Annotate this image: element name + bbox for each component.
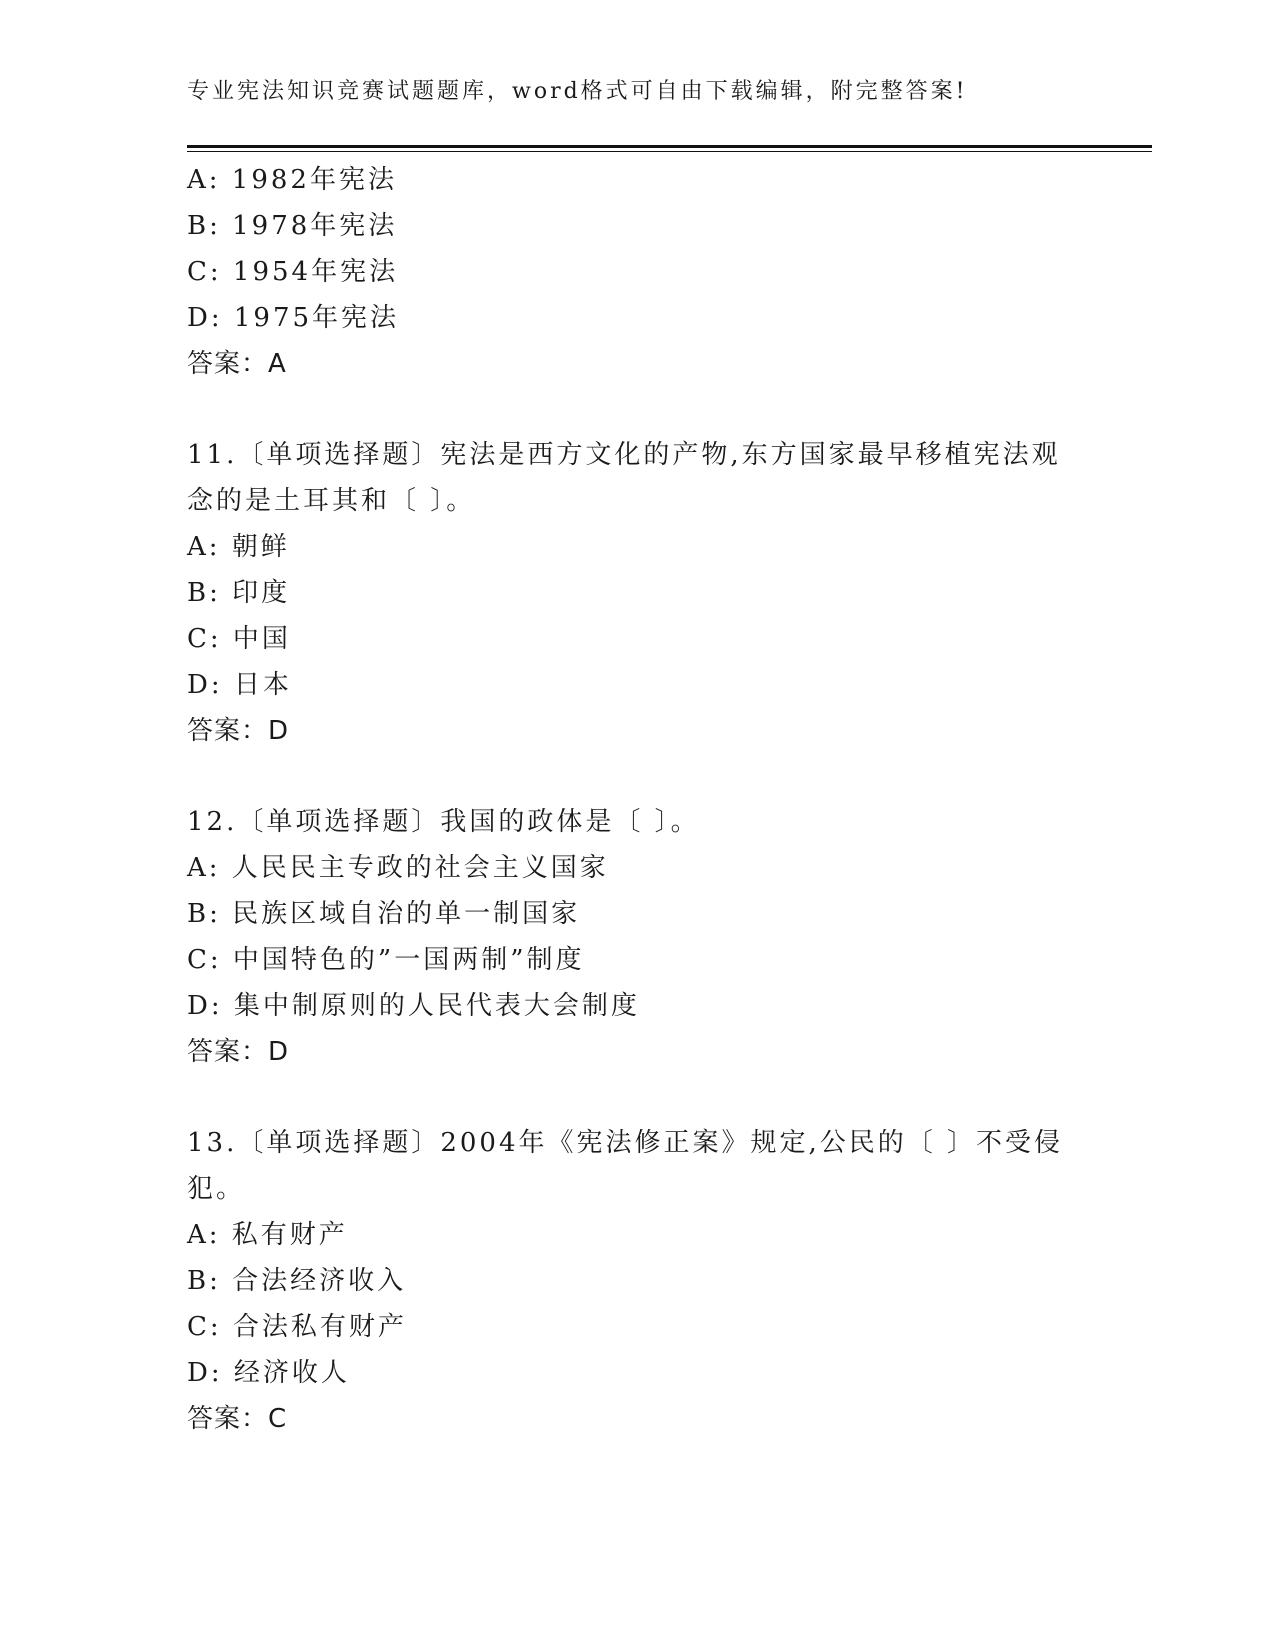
answer-line: 答案：A: [187, 349, 287, 379]
answer-line: 答案：C: [187, 1404, 288, 1434]
option-c: C: 1954年宪法: [187, 257, 399, 287]
question-13: [187, 1120, 1147, 1442]
option-b: B: 合法经济收入: [187, 1266, 407, 1296]
option-d: D: 日本: [187, 670, 292, 700]
question-stem: [187, 432, 1147, 524]
document-body: [187, 157, 1147, 1442]
option-a: A: 私有财产: [187, 1220, 348, 1250]
option-a: A: 1982年宪法: [187, 165, 397, 195]
option-c: C: 中国: [187, 624, 291, 654]
prev-question-block: [187, 157, 1147, 387]
page-header: 专业宪法知识竞赛试题题库，word格式可自由下载编辑，附完整答案!: [187, 79, 968, 104]
option-b: B: 民族区域自治的单一制国家: [187, 899, 581, 929]
question-stem: [187, 799, 1147, 845]
question-stem-line: 12.〔单项选择题〕我国的政体是〔 〕。: [187, 807, 700, 837]
option-c: C: 合法私有财产: [187, 1312, 407, 1342]
answer-line: 答案：D: [187, 716, 290, 746]
option-d: D: 经济收人: [187, 1358, 350, 1388]
option-a: A: 朝鲜: [187, 532, 290, 562]
question-11: [187, 432, 1147, 754]
header-divider-thin: [187, 151, 1152, 152]
option-a: A: 人民民主专政的社会主义国家: [187, 853, 609, 883]
header-divider-thick: [187, 145, 1152, 148]
question-stem-line: 犯。: [187, 1174, 246, 1204]
option-d: D: 集中制原则的人民代表大会制度: [187, 991, 640, 1021]
question-stem-line: 11.〔单项选择题〕宪法是西方文化的产物,东方国家最早移植宪法观: [187, 440, 1061, 470]
question-12: [187, 799, 1147, 1075]
option-b: B: 印度: [187, 578, 291, 608]
question-stem-line: 13.〔单项选择题〕2004年《宪法修正案》规定,公民的〔 〕不受侵: [187, 1128, 1064, 1158]
option-c: C: 中国特色的”一国两制”制度: [187, 945, 585, 975]
option-d: D: 1975年宪法: [187, 303, 400, 333]
question-stem: [187, 1120, 1147, 1212]
answer-line: 答案：D: [187, 1037, 290, 1067]
question-stem-line: 念的是土耳其和〔 〕。: [187, 486, 476, 516]
option-b: B: 1978年宪法: [187, 211, 398, 241]
